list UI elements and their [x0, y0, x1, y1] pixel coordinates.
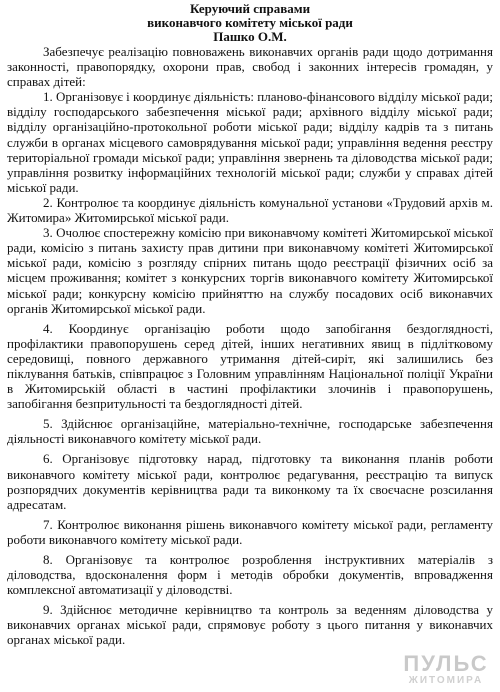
watermark-title: ПУЛЬС — [403, 651, 489, 676]
duty-item-8: 8. Організовує та контролює розроблення інструктивних матеріалів з діловодства, вдосконалення форм і методів обробки документів, впровадження комплексної автоматизації у діловодстві. — [7, 552, 493, 598]
intro-paragraph: Забезпечує реалізацію повноважень виконавчих органів ради щодо дотримання законності, правопорядку, охорони прав, свобод і законних інтересів громадян, у справах дітей: — [7, 44, 493, 90]
header-subtitle: виконавчого комітету міської ради — [147, 15, 353, 30]
duty-item-7: 7. Контролює виконання рішень виконавчого комітету міської ради, регламенту роботи виконавчого комітету міської ради. — [7, 516, 493, 547]
duty-item-4: 4. Координує організацію роботи щодо запобігання бездоглядності, профілактики правопорушень серед дітей, інших негативних явищ в підлітковому середовищі, повного державного утримання дітей-сиріт, які залишились без піклування батьків, співпрацює з Головним управлінням Національної поліції України в Житомирській області в частині профілактики злочинів і правопорушень, запобігання безпритульності та бездоглядності дітей. — [7, 320, 493, 412]
watermark-subtitle: ЖИТОМИРА — [408, 675, 484, 686]
duty-item-2: 2. Контролює та координує діяльність комунальної установи «Трудовий архів м. Житомира» Житомирської міської ради. — [7, 194, 493, 226]
header-title: Керуючий справами — [189, 1, 311, 16]
duty-item-6: 6. Організовує підготовку нарад, підготовку та виконання планів роботи виконавчого комітету міської ради, контролює редагування, реєстрацію та випуск розпорядчих документів керівництва ради та виконкому та їх своєчасне розсилання адресатам. — [7, 451, 493, 512]
document-body — [0, 44, 500, 648]
duty-item-3: 3. Очолює спостережну комісію при виконавчому комітеті Житомирської міської ради, комісію з питань захисту прав дитини при виконавчому комітеті Житомирської міської ради, комісію з розгляду спірних питань щодо реєстрації фізичних осіб за місцем проживання; комітет з конкурсних торгів виконавчого комітету Житомирської міської ради; конкурсну комісію прийняттю на службу посадових осіб виконавчих органів Житомирської міської ради. — [7, 225, 493, 316]
header-person-name: Пашко О.М. — [213, 29, 287, 44]
watermark-logo — [398, 652, 494, 688]
duty-item-9: 9. Здійснює методичне керівництво та контроль за веденням діловодства у виконавчих органах міської ради, спрямовує роботу з цього питання у виконавчих органах міської ради. — [7, 602, 493, 648]
duty-item-5: 5. Здійснює організаційне, матеріально-технічне, господарське забезпечення діяльності виконавчого комітету міської ради. — [7, 416, 493, 447]
document-header — [0, 2, 500, 44]
duty-item-1: 1. Організовує і координує діяльність: планово-фінансового відділу міської ради; відділу господарського забезпечення міської ради; архівного відділу міської ради; відділу організаційно-протокольної роботи міської ради; відділу кадрів та з питань служби в органах місцевого самоврядування міської ради; управління ведення реєстру територіальної громади міської ради; управління звернень та діловодства міської ради; управління розвитку інформаційних технологій міської ради; служби у справах дітей міської ради. — [7, 89, 493, 195]
